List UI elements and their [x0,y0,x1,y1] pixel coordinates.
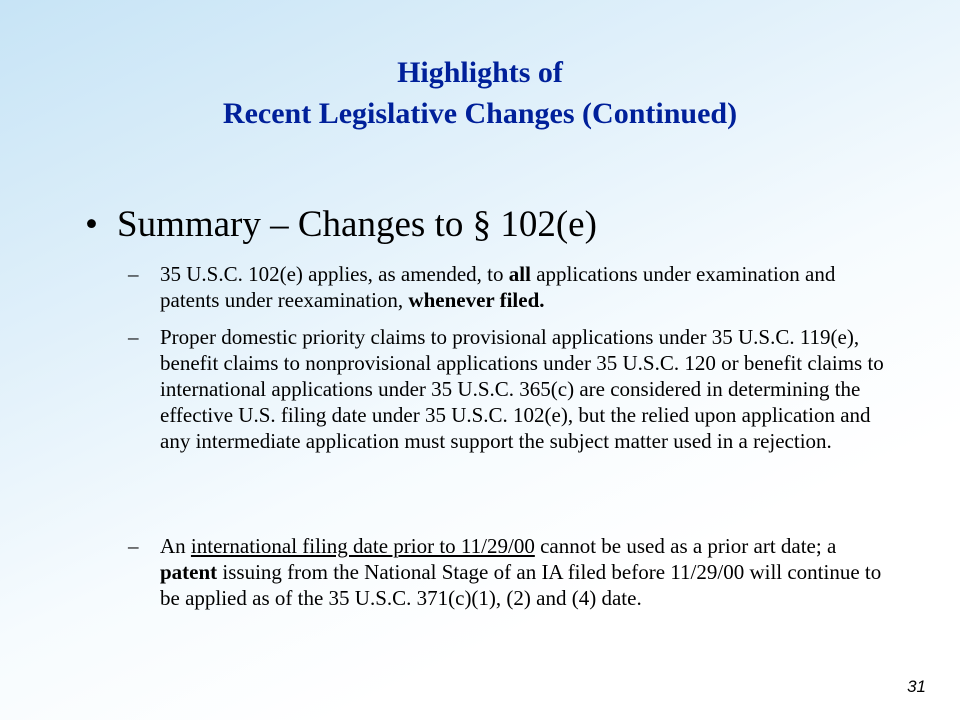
subpoint-2 [128,324,888,454]
subpoint-2-text: Proper domestic priority claims to provisional applications under 35 U.S.C. 119(e), benefit claims to nonprovisional applications under 35 U.S.C. 120 or benefit claims to international applications under 35 U.S.C. 365(c) are considered in determining the effective U.S. filing date under 35 U.S.C. 102(e), but the relied upon application and any intermediate application must support the subject matter used in a rejection. [160,325,884,453]
dash-marker: – [128,325,139,349]
title-line-1: Highlights of [397,56,563,89]
dash-marker: – [128,262,139,286]
subpoint-1-text: 35 U.S.C. 102(e) applies, as amended, to all applications under examination and patents under reexamination, whenever filed. [160,262,836,312]
main-bullet-text: Summary – Changes to § 102(e) [117,204,597,245]
dash-marker: – [128,534,139,558]
subpoint-1 [128,261,888,313]
page-number: 31 [907,677,926,696]
subpoint-3-text: An international filing date prior to 11/29/00 cannot be used as a prior art date; a patent issuing from the National Stage of an IA filed before 11/29/00 will continue to be applied as of the 35 U.S.C. 371(c)(1), (2) and (4) date. [160,534,882,610]
bullet-marker: • [85,204,98,245]
title-line-2: Recent Legislative Changes (Continued) [222,97,738,130]
main-bullet [85,203,597,247]
slide-title [0,52,960,134]
subpoint-3 [128,533,888,611]
